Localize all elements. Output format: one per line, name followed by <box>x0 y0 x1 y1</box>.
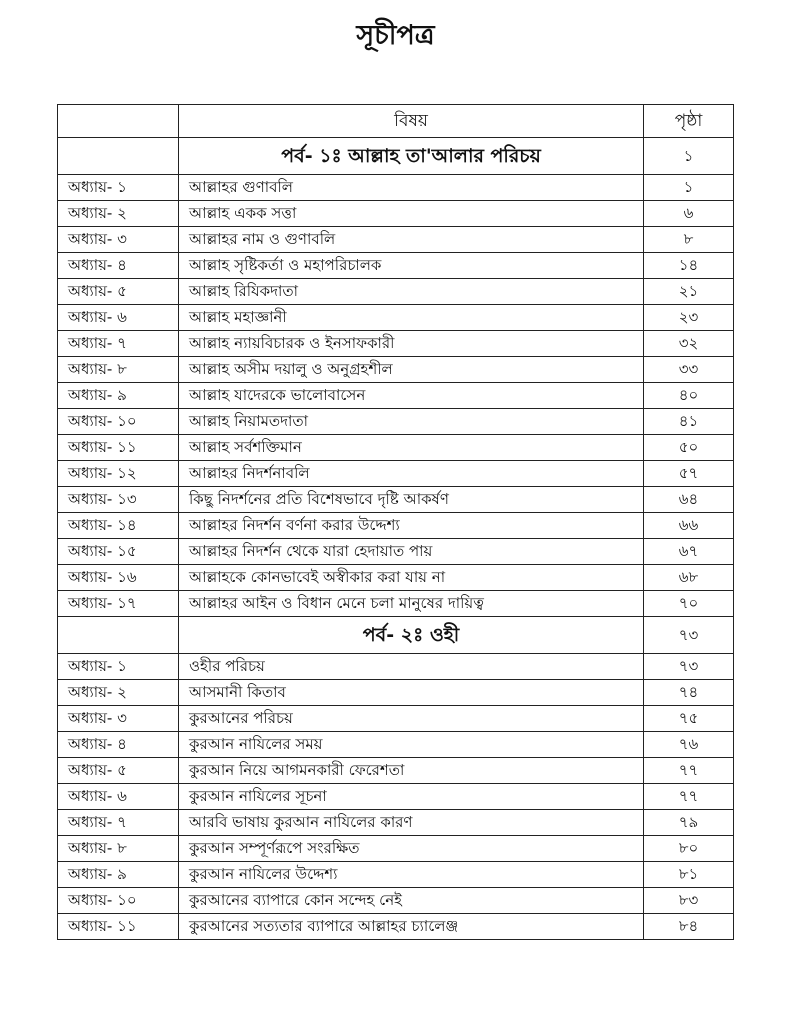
chapter-label: অধ্যায়- ১২ <box>58 461 179 487</box>
chapter-row <box>58 539 734 565</box>
chapter-label: অধ্যায়- ৫ <box>58 279 179 305</box>
chapter-row <box>58 914 734 940</box>
chapter-row <box>58 253 734 279</box>
chapter-row <box>58 513 734 539</box>
chapter-row <box>58 565 734 591</box>
chapter-row <box>58 680 734 706</box>
chapter-title: কুরআন নিয়ে আগমনকারী ফেরেশতা <box>179 758 644 784</box>
chapter-page: ৮০ <box>644 836 734 862</box>
chapter-page: ৬৬ <box>644 513 734 539</box>
chapter-page: ৭৫ <box>644 706 734 732</box>
chapter-label: অধ্যায়- ৬ <box>58 784 179 810</box>
chapter-row <box>58 175 734 201</box>
chapter-label: অধ্যায়- ৮ <box>58 836 179 862</box>
chapter-page: ৮৪ <box>644 914 734 940</box>
chapter-page: ২৩ <box>644 305 734 331</box>
chapter-page: ১৪ <box>644 253 734 279</box>
chapter-label: অধ্যায়- ২ <box>58 201 179 227</box>
chapter-page: ৭৯ <box>644 810 734 836</box>
chapter-title: কিছু নিদর্শনের প্রতি বিশেষভাবে দৃষ্টি আকর্ষণ <box>179 487 644 513</box>
chapter-title: কুরআনের ব্যাপারে কোন সন্দেহ নেই <box>179 888 644 914</box>
chapter-title: আল্লাহর নিদর্শনাবলি <box>179 461 644 487</box>
chapter-title: আসমানী কিতাব <box>179 680 644 706</box>
chapter-label: অধ্যায়- ৪ <box>58 253 179 279</box>
chapter-title: ওহীর পরিচয় <box>179 654 644 680</box>
chapter-title: কুরআন নাযিলের সূচনা <box>179 784 644 810</box>
chapter-page: ৭০ <box>644 591 734 617</box>
chapter-row <box>58 435 734 461</box>
chapter-label: অধ্যায়- ৯ <box>58 383 179 409</box>
chapter-title: আল্লাহর নিদর্শন থেকে যারা হেদায়াত পায় <box>179 539 644 565</box>
chapter-page: ৭৪ <box>644 680 734 706</box>
chapter-label: অধ্যায়- ৪ <box>58 732 179 758</box>
chapter-row <box>58 227 734 253</box>
chapter-label: অধ্যায়- ৯ <box>58 862 179 888</box>
chapter-row <box>58 784 734 810</box>
chapter-row <box>58 654 734 680</box>
subject-header: বিষয় <box>179 105 644 138</box>
chapter-title: আল্লাহ সর্বশক্তিমান <box>179 435 644 461</box>
contents-table <box>57 104 734 940</box>
chapter-label: অধ্যায়- ৮ <box>58 357 179 383</box>
chapter-row <box>58 201 734 227</box>
header-blank-cell <box>58 105 179 138</box>
chapter-label: অধ্যায়- ২ <box>58 680 179 706</box>
chapter-title: কুরআনের পরিচয় <box>179 706 644 732</box>
chapter-label: অধ্যায়- ৭ <box>58 331 179 357</box>
section-row <box>58 617 734 654</box>
chapter-title: আল্লাহ রিযিকদাতা <box>179 279 644 305</box>
chapter-row <box>58 357 734 383</box>
chapter-page: ৪১ <box>644 409 734 435</box>
chapter-label: অধ্যায়- ১০ <box>58 409 179 435</box>
contents-table-body <box>58 105 734 940</box>
chapter-row <box>58 706 734 732</box>
chapter-row <box>58 279 734 305</box>
chapter-label: অধ্যায়- ১১ <box>58 914 179 940</box>
chapter-title: আল্লাহ নিয়ামতদাতা <box>179 409 644 435</box>
chapter-title: আল্লাহ মহাজ্ঞানী <box>179 305 644 331</box>
chapter-label: অধ্যায়- ১৪ <box>58 513 179 539</box>
chapter-page: ৮ <box>644 227 734 253</box>
chapter-page: ৭৭ <box>644 784 734 810</box>
chapter-page: ৫৭ <box>644 461 734 487</box>
chapter-row <box>58 732 734 758</box>
chapter-label: অধ্যায়- ১১ <box>58 435 179 461</box>
chapter-row <box>58 810 734 836</box>
chapter-page: ৬৪ <box>644 487 734 513</box>
section-row <box>58 138 734 175</box>
chapter-title: কুরআন নাযিলের উদ্দেশ্য <box>179 862 644 888</box>
chapter-row <box>58 487 734 513</box>
chapter-title: আরবি ভাষায় কুরআন নাযিলের কারণ <box>179 810 644 836</box>
chapter-title: কুরআন সম্পূর্ণরূপে সংরক্ষিত <box>179 836 644 862</box>
chapter-title: কুরআন নাযিলের সময় <box>179 732 644 758</box>
chapter-row <box>58 305 734 331</box>
chapter-title: আল্লাহ একক সত্তা <box>179 201 644 227</box>
chapter-page: ৩৩ <box>644 357 734 383</box>
chapter-row <box>58 862 734 888</box>
chapter-label: অধ্যায়- ১৫ <box>58 539 179 565</box>
chapter-row <box>58 591 734 617</box>
chapter-title: আল্লাহ অসীম দয়ালু ও অনুগ্রহশীল <box>179 357 644 383</box>
chapter-page: ৬৮ <box>644 565 734 591</box>
chapter-title: আল্লাহর গুণাবলি <box>179 175 644 201</box>
chapter-row <box>58 331 734 357</box>
chapter-page: ৮১ <box>644 862 734 888</box>
chapter-title: আল্লাহকে কোনভাবেই অস্বীকার করা যায় না <box>179 565 644 591</box>
chapter-page: ৬৭ <box>644 539 734 565</box>
chapter-label: অধ্যায়- ১ <box>58 654 179 680</box>
chapter-title: কুরআনের সত্যতার ব্যাপারে আল্লাহর চ্যালেঞ্জ <box>179 914 644 940</box>
chapter-page: ৭৭ <box>644 758 734 784</box>
chapter-page: ৪০ <box>644 383 734 409</box>
section-page: ৭৩ <box>644 617 734 654</box>
chapter-row <box>58 383 734 409</box>
chapter-row <box>58 758 734 784</box>
chapter-label: অধ্যায়- ১০ <box>58 888 179 914</box>
chapter-row <box>58 461 734 487</box>
chapter-label: অধ্যায়- ১৭ <box>58 591 179 617</box>
table-header-row <box>58 105 734 138</box>
chapter-title: আল্লাহ সৃষ্টিকর্তা ও মহাপরিচালক <box>179 253 644 279</box>
chapter-page: ৫০ <box>644 435 734 461</box>
chapter-label: অধ্যায়- ৩ <box>58 706 179 732</box>
chapter-page: ৭৬ <box>644 732 734 758</box>
chapter-label: অধ্যায়- ৬ <box>58 305 179 331</box>
chapter-label: অধ্যায়- ৭ <box>58 810 179 836</box>
section-title: পর্ব- ১ঃ আল্লাহ তা'আলার পরিচয় <box>179 138 644 175</box>
chapter-label: অধ্যায়- ১ <box>58 175 179 201</box>
page-title: সূচীপত্র <box>356 20 435 51</box>
chapter-title: আল্লাহ ন্যায়বিচারক ও ইনসাফকারী <box>179 331 644 357</box>
chapter-label: অধ্যায়- ১৩ <box>58 487 179 513</box>
chapter-row <box>58 888 734 914</box>
chapter-page: ১ <box>644 175 734 201</box>
chapter-page: ২১ <box>644 279 734 305</box>
chapter-row <box>58 836 734 862</box>
page-header: পৃষ্ঠা <box>644 105 734 138</box>
chapter-label: অধ্যায়- ৫ <box>58 758 179 784</box>
chapter-title: আল্লাহর নিদর্শন বর্ণনা করার উদ্দেশ্য <box>179 513 644 539</box>
section-title: পর্ব- ২ঃ ওহী <box>179 617 644 654</box>
chapter-page: ৬ <box>644 201 734 227</box>
section-page: ১ <box>644 138 734 175</box>
chapter-title: আল্লাহ যাদেরকে ভালোবাসেন <box>179 383 644 409</box>
chapter-label: অধ্যায়- ১৬ <box>58 565 179 591</box>
chapter-page: ৩২ <box>644 331 734 357</box>
chapter-label: অধ্যায়- ৩ <box>58 227 179 253</box>
chapter-title: আল্লাহর আইন ও বিধান মেনে চলা মানুষের দায়িত্ব <box>179 591 644 617</box>
chapter-page: ৭৩ <box>644 654 734 680</box>
section-blank-cell <box>58 617 179 654</box>
chapter-page: ৮৩ <box>644 888 734 914</box>
chapter-title: আল্লাহর নাম ও গুণাবলি <box>179 227 644 253</box>
section-blank-cell <box>58 138 179 175</box>
chapter-row <box>58 409 734 435</box>
